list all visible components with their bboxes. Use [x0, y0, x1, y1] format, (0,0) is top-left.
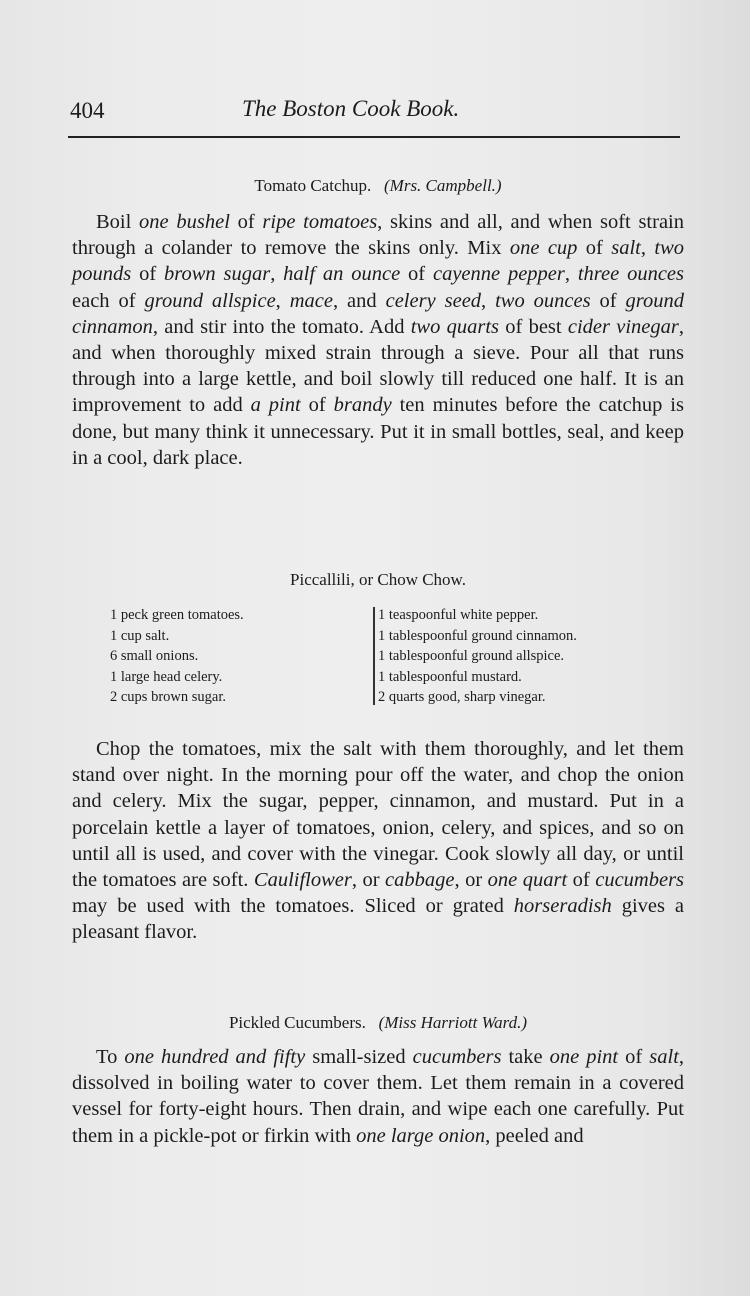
text-run: , — [275, 289, 290, 312]
ingredient-item: 1 peck green tomatoes. — [110, 607, 244, 623]
italic-text-run: salt — [649, 1046, 679, 1068]
text-run: of — [229, 211, 263, 233]
ingredient-item: 2 cups brown sugar. — [110, 689, 226, 705]
ingredient-item: 2 quarts good, sharp vinegar. — [378, 689, 546, 705]
ingredient-item: 1 tablespoonful ground allspice. — [378, 648, 565, 664]
recipe-title-text: Pickled Cucumbers. — [228, 1013, 366, 1032]
text-run: , or — [454, 869, 488, 892]
text-run: Boil — [96, 211, 140, 233]
recipe-attribution: (Miss Harriott Ward.) — [378, 1013, 528, 1032]
running-title: The Boston Cook Book. — [242, 96, 460, 121]
italic-text-run: brown sugar — [164, 263, 271, 286]
text-run: of — [300, 394, 334, 417]
header-rule — [68, 136, 680, 138]
italic-text-run: mace — [289, 289, 333, 312]
text-run: , — [564, 263, 578, 286]
italic-text-run: brandy — [333, 394, 392, 417]
text-run: of — [618, 1046, 650, 1068]
italic-text-run: two ounces — [495, 289, 591, 312]
text-run: , peeled and — [485, 1124, 584, 1147]
recipe-title-tomato-catchup — [72, 176, 684, 196]
ingredient-item: 1 cup salt. — [110, 627, 170, 644]
ingredient-column-right — [378, 605, 678, 708]
italic-text-run: two quarts — [410, 315, 499, 338]
text-run: small-sized — [305, 1046, 413, 1068]
paragraph-tomato-catchup — [72, 209, 684, 471]
text-run: Chop the tomatoes, mix the salt with them thoroughly, and let them stand over night. In the morning pour off the water, and chop the onion and celery. Mix the sugar, pepper, cinnamon, and mustard. Put in a porcelain kettle a layer of tomatoes, onion, celery, and spices, and so on until all is used, and cover with the vinegar. Cook slowly all day, or until the tomatoes are soft. — [72, 738, 684, 892]
text-run: ten minutes before the catchup is done, but many think it unnecessary. Put it in small bottles, seal, and keep in a cool, dark place. — [72, 394, 684, 469]
recipe-attribution: (Mrs. Campbell.) — [384, 176, 502, 195]
italic-text-run: a pint — [250, 394, 301, 417]
ingredient-item: 1 teaspoonful white pepper. — [378, 607, 539, 623]
italic-text-run: one pint — [549, 1046, 619, 1068]
italic-text-run: horseradish — [513, 895, 612, 918]
italic-text-run: Cauliflower — [253, 869, 352, 892]
page-header — [72, 92, 684, 132]
text-run: take — [501, 1046, 550, 1068]
italic-text-run: cucumbers — [595, 869, 685, 892]
ingredient-column-left — [110, 605, 370, 708]
text-run: , — [640, 237, 655, 260]
italic-text-run: one cup — [509, 237, 578, 260]
paragraph-chow-chow — [72, 736, 684, 946]
italic-text-run: three ounces — [577, 263, 684, 286]
italic-text-run: celery seed — [385, 289, 482, 312]
text-run: , and — [333, 289, 386, 312]
text-run: gives a pleasant flavor. — [72, 895, 685, 944]
italic-text-run: ground cinnamon — [72, 289, 685, 338]
ingredient-item: 1 large head celery. — [110, 668, 223, 685]
text-run: of — [400, 263, 433, 286]
ingredient-item: 1 tablespoonful ground cinnamon. — [378, 627, 577, 644]
italic-text-run: one hundred and fifty — [124, 1046, 306, 1068]
italic-text-run: cayenne pepper — [432, 263, 565, 286]
text-run: , or — [351, 869, 386, 892]
text-run: , — [481, 289, 496, 312]
text-run: of — [567, 869, 596, 892]
italic-text-run: one quart — [487, 869, 568, 892]
text-run: of — [131, 263, 164, 286]
italic-text-run: half an ounce — [283, 263, 401, 286]
recipe-title-text: Tomato Catchup. — [254, 176, 372, 195]
italic-text-run: cabbage — [385, 869, 455, 892]
text-run: , and stir into the tomato. Add — [152, 315, 411, 338]
text-run: , and when thoroughly mixed strain through a sieve. Pour all that runs through into a large kettle, and boil slowly till reduced one half. It is an improvement to add — [72, 315, 684, 417]
text-run: , — [270, 263, 284, 286]
text-run: may be used with the tomatoes. Sliced or grated — [72, 895, 514, 918]
recipe-title-pickled-cucumbers — [72, 1013, 684, 1033]
italic-text-run: salt — [611, 237, 641, 260]
text-run: , dissolved in boiling water to cover them. Let them remain in a covered vessel for forty-eight hours. Then drain, and wipe each one carefully. Put them in a pickle-pot or firkin with — [72, 1046, 685, 1147]
text-run: of best — [499, 315, 568, 338]
italic-text-run: one large onion — [356, 1124, 486, 1147]
ingredient-item: 6 small onions. — [110, 648, 199, 664]
italic-text-run: cucumbers — [412, 1046, 502, 1068]
text-run: , skins and all, and when soft strain through a colander to remove the skins only. Mix — [72, 211, 684, 260]
italic-text-run: ground allspice — [144, 289, 276, 312]
text-run: of — [577, 237, 612, 260]
text-run: of — [590, 289, 626, 312]
italic-text-run: ripe tomatoes — [262, 211, 378, 233]
recipe-title-text: Piccallili, or Chow Chow. — [290, 570, 466, 589]
text-run: each of — [72, 289, 145, 312]
text-run: To — [96, 1046, 125, 1068]
column-divider — [373, 607, 375, 705]
recipe-title-piccallili — [72, 570, 684, 590]
paragraph-pickled-cucumbers — [72, 1044, 684, 1149]
italic-text-run: cider vinegar — [567, 315, 679, 338]
italic-text-run: one bushel — [139, 211, 230, 233]
italic-text-run: two pounds — [72, 237, 684, 286]
page-number: 404 — [70, 98, 105, 123]
ingredient-item: 1 tablespoonful mustard. — [378, 668, 522, 685]
